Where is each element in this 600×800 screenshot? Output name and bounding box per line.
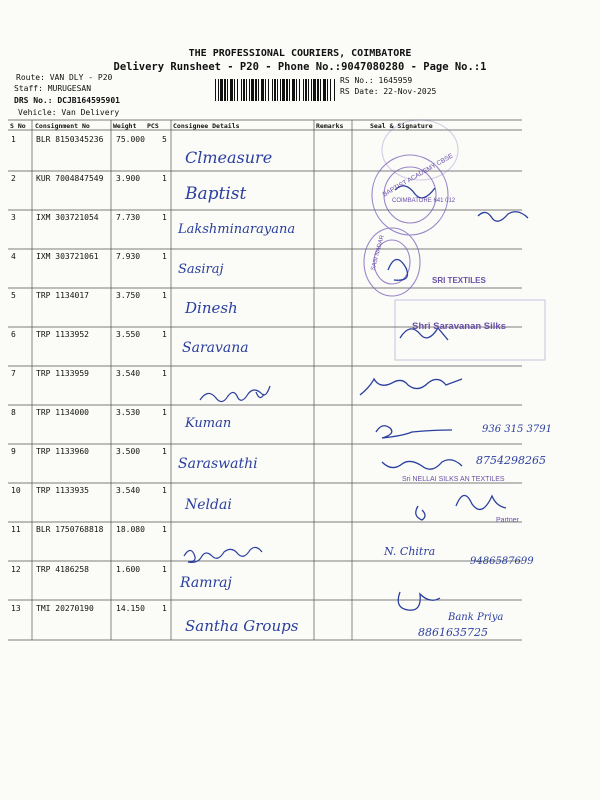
col-header-consignee: Consignee Details <box>173 122 240 130</box>
row-consignee-handwritten: Ramraj <box>180 575 232 591</box>
row-weight: 7.730 <box>116 213 141 222</box>
baptist-stamp-text: BAPTIST ACADEMY CBSE <box>381 152 455 199</box>
row-pcs: 1 <box>162 525 167 534</box>
row-consignee-handwritten: Dinesh <box>185 299 238 317</box>
row-consignee-handwritten: Lakshminarayana <box>178 222 296 237</box>
col-header-consignment: Consignment No <box>35 122 90 130</box>
row-weight: 3.900 <box>116 174 141 183</box>
row-consignee-handwritten: Clmeasure <box>185 148 273 167</box>
row-sno: 2 <box>11 174 16 183</box>
staff-label: Staff: MURUGESAN <box>14 84 92 93</box>
textiles-stamp-text: SRI TEXTILES <box>432 276 486 285</box>
col-header-seal: Seal & Signature <box>370 122 433 130</box>
row-consignment: TRP 1134017 <box>36 291 89 300</box>
col-header-weight: Weight <box>113 122 137 130</box>
row-sno: 4 <box>11 252 16 261</box>
row-pcs: 1 <box>162 486 167 495</box>
row-weight: 3.750 <box>116 291 141 300</box>
row-weight: 18.080 <box>116 525 145 534</box>
row-pcs: 1 <box>162 330 167 339</box>
row-consignment: IXM 303721054 <box>36 213 99 222</box>
row-weight: 3.540 <box>116 369 141 378</box>
row-weight: 75.000 <box>116 135 145 144</box>
sign-row13: Bank Priya <box>448 612 504 623</box>
row-pcs: 1 <box>162 408 167 417</box>
page-title: THE PROFESSIONAL COURIERS, COIMBATORE <box>188 48 412 59</box>
row-consignee-handwritten: Saraswathi <box>178 456 258 472</box>
row-weight: 3.550 <box>116 330 141 339</box>
row-consignment: IXM 303721061 <box>36 252 99 261</box>
row-weight: 14.150 <box>116 604 145 613</box>
row-consignment: TRP 4186258 <box>36 565 89 574</box>
sasi-stamp-text: SASI NADAR <box>370 234 386 272</box>
row-weight: 3.530 <box>116 408 141 417</box>
drs-number: DRS No.: DCJB164595901 <box>14 96 120 105</box>
saravanan-stamp-text: Shri Saravanan Silks <box>412 321 506 332</box>
row-pcs: 5 <box>162 135 167 144</box>
row-pcs: 1 <box>162 447 167 456</box>
runsheet-subtitle: Delivery Runsheet - P20 - Phone No.:9047080280 - Page No.:1 <box>113 61 487 73</box>
row-weight: 3.540 <box>116 486 141 495</box>
row-pcs: 1 <box>162 369 167 378</box>
vehicle-label: Vehicle: Van Delivery <box>18 108 120 117</box>
route-label: Route: VAN DLY - P20 <box>16 73 113 82</box>
row-pcs: 1 <box>162 252 167 261</box>
row-consignment: KUR 7004847549 <box>36 174 104 183</box>
row-consignment: BLR 1750768818 <box>36 525 104 534</box>
row-consignment: TRP 1133960 <box>36 447 89 456</box>
row-consignment: BLR 8150345236 <box>36 135 104 144</box>
baptist-stamp-city: COIMBATORE 641 012 <box>392 198 456 204</box>
row-pcs: 1 <box>162 291 167 300</box>
partner-label: Partner <box>496 517 519 524</box>
col-header-pcs: PCS <box>147 122 159 130</box>
phone-row11: 9486587699 <box>470 556 534 567</box>
row-consignee-handwritten: Sasiraj <box>178 262 224 277</box>
phone-row9: 8754298265 <box>476 454 546 467</box>
phone-row8: 936 315 3791 <box>482 424 552 435</box>
nellai-stamp-text: Sri NELLAI SILKS AN TEXTILES <box>402 476 505 483</box>
row-consignment: TMI 20270190 <box>36 604 94 613</box>
phone-row13: 8861635725 <box>418 626 488 639</box>
row-sno: 3 <box>11 213 16 222</box>
row-consignee-handwritten: Saravana <box>182 340 249 356</box>
row-sno: 8 <box>11 408 16 417</box>
col-header-remarks: Remarks <box>316 122 344 130</box>
row-sno: 5 <box>11 291 16 300</box>
row-sno: 13 <box>11 604 21 613</box>
row-pcs: 1 <box>162 565 167 574</box>
row-consignment: TRP 1133952 <box>36 330 89 339</box>
row-sno: 12 <box>11 565 21 574</box>
row-sno: 10 <box>11 486 21 495</box>
row-consignment: TRP 1133959 <box>36 369 89 378</box>
rs-number: RS No.: 1645959 <box>340 76 413 85</box>
row-weight: 7.930 <box>116 252 141 261</box>
row-consignee-handwritten: Kuman <box>185 416 232 431</box>
row-weight: 1.600 <box>116 565 141 574</box>
rs-date: RS Date: 22-Nov-2025 <box>340 87 437 96</box>
col-header-sno: S No <box>10 122 26 130</box>
row-consignee-handwritten: Santha Groups <box>185 617 299 635</box>
row-consignment: TRP 1133935 <box>36 486 89 495</box>
row-sno: 9 <box>11 447 16 456</box>
row-sno: 11 <box>11 525 21 534</box>
row-pcs: 1 <box>162 604 167 613</box>
row-consignment: TRP 1134000 <box>36 408 89 417</box>
row-weight: 3.500 <box>116 447 141 456</box>
row-sno: 7 <box>11 369 16 378</box>
row-consignee-handwritten: Baptist <box>185 184 247 204</box>
row-consignee-handwritten: Neldai <box>185 497 232 513</box>
row-sno: 6 <box>11 330 16 339</box>
row-pcs: 1 <box>162 213 167 222</box>
name-row11: N. Chitra <box>384 545 436 558</box>
row-pcs: 1 <box>162 174 167 183</box>
row-sno: 1 <box>11 135 16 144</box>
